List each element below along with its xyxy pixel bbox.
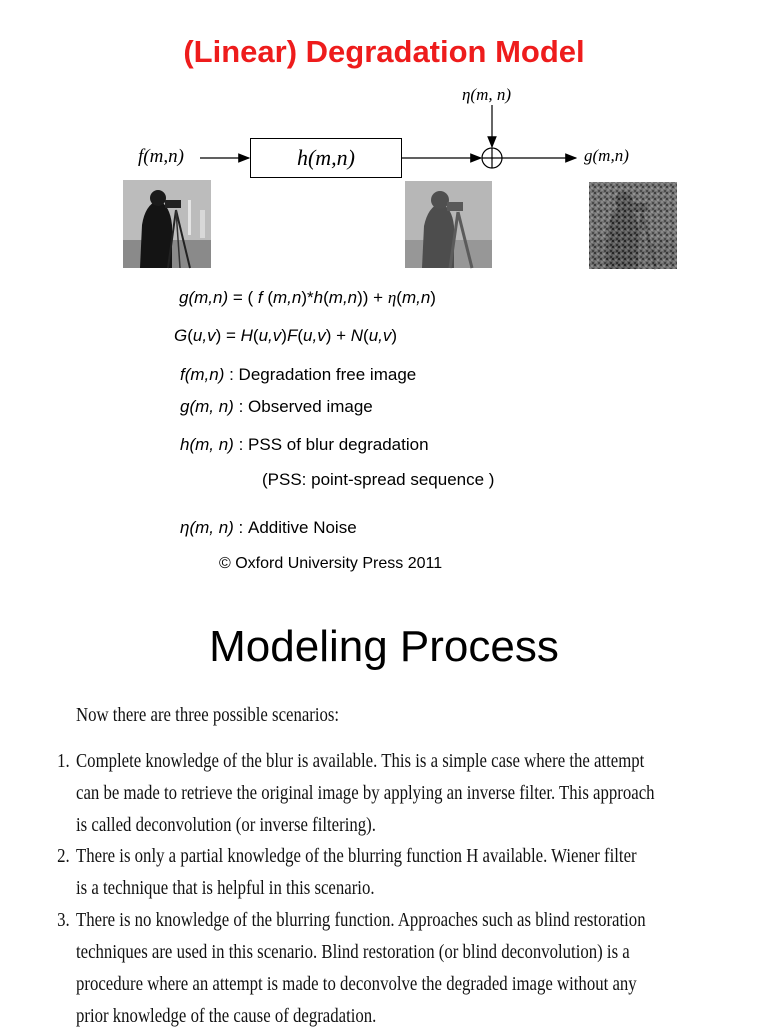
- scenario-item-3: 3. There is no knowledge of the blurring function. Approaches such as blind restoration techniques are used in this scenario. Blind restoration (or blind deconvolution) is a procedure where an attempt is made to deconvolve the degraded image without any prior knowledge of the cause of degradation.: [76, 905, 646, 1033]
- equation-spatial: g(m,n) = ( f (m,n)*h(m,n)) + η(m,n): [179, 288, 436, 307]
- scenario-1-line: is called deconvolution (or inverse filtering).: [76, 815, 376, 836]
- definition-f: f(m,n) : Degradation free image: [180, 365, 417, 384]
- input-label: f(m,n): [138, 146, 184, 167]
- blur-block-label: h(m,n): [296, 145, 356, 170]
- scenario-2-line: There is only a partial knowledge of the blurring function H available. Wiener filter: [76, 846, 637, 867]
- scenario-3-line: procedure where an attempt is made to deconvolve the degraded image without any: [76, 974, 637, 995]
- blurred-image: [405, 181, 492, 268]
- scenario-3-line: techniques are used in this scenario. Blind restoration (or blind deconvolution) is a: [76, 942, 630, 963]
- scenario-1-line: Complete knowledge of the blur is available. This is a simple case where the attempt: [76, 751, 645, 772]
- output-label: g(m,n): [584, 146, 629, 165]
- noisy-observed-image: [589, 182, 677, 269]
- definition-pss: (PSS: point-spread sequence ): [262, 470, 495, 489]
- slide-title-modeling-process: Modeling Process: [209, 622, 559, 671]
- scenario-3-line: There is no knowledge of the blurring function. Approaches such as blind restoration: [76, 910, 646, 931]
- scenario-2-line: is a technique that is helpful in this scenario.: [76, 878, 375, 899]
- scenario-item-1: 1. Complete knowledge of the blur is available. This is a simple case where the attempt can be made to retrieve the original image by applying an inverse filter. This approach is called deconvolution (or inverse filtering).: [76, 746, 655, 842]
- scenario-3-line: prior knowledge of the cause of degradation.: [76, 1006, 377, 1027]
- equation-frequency: G(u,v) = H(u,v)F(u,v) + N(u,v): [174, 326, 398, 345]
- degradation-diagram: [0, 0, 768, 280]
- scenario-1-line: can be made to retrieve the original image by applying an inverse filter. This approach: [76, 783, 655, 804]
- definition-eta: η(m, n) : Additive Noise: [180, 518, 357, 537]
- scenarios-intro: Now there are three possible scenarios:: [76, 705, 340, 726]
- sum-junction-icon: [482, 148, 502, 168]
- original-image: [123, 180, 211, 268]
- scenario-item-2: 2. There is only a partial knowledge of the blurring function H available. Wiener filter is a technique that is helpful in this scenario.: [76, 841, 637, 905]
- copyright-notice: © Oxford University Press 2011: [219, 555, 443, 572]
- noise-label: η(m, n): [462, 85, 512, 104]
- definition-g: g(m, n) : Observed image: [180, 397, 373, 416]
- slide-title-degradation-model: (Linear) Degradation Model: [183, 34, 585, 69]
- definition-h: h(m, n) : PSS of blur degradation: [180, 435, 429, 454]
